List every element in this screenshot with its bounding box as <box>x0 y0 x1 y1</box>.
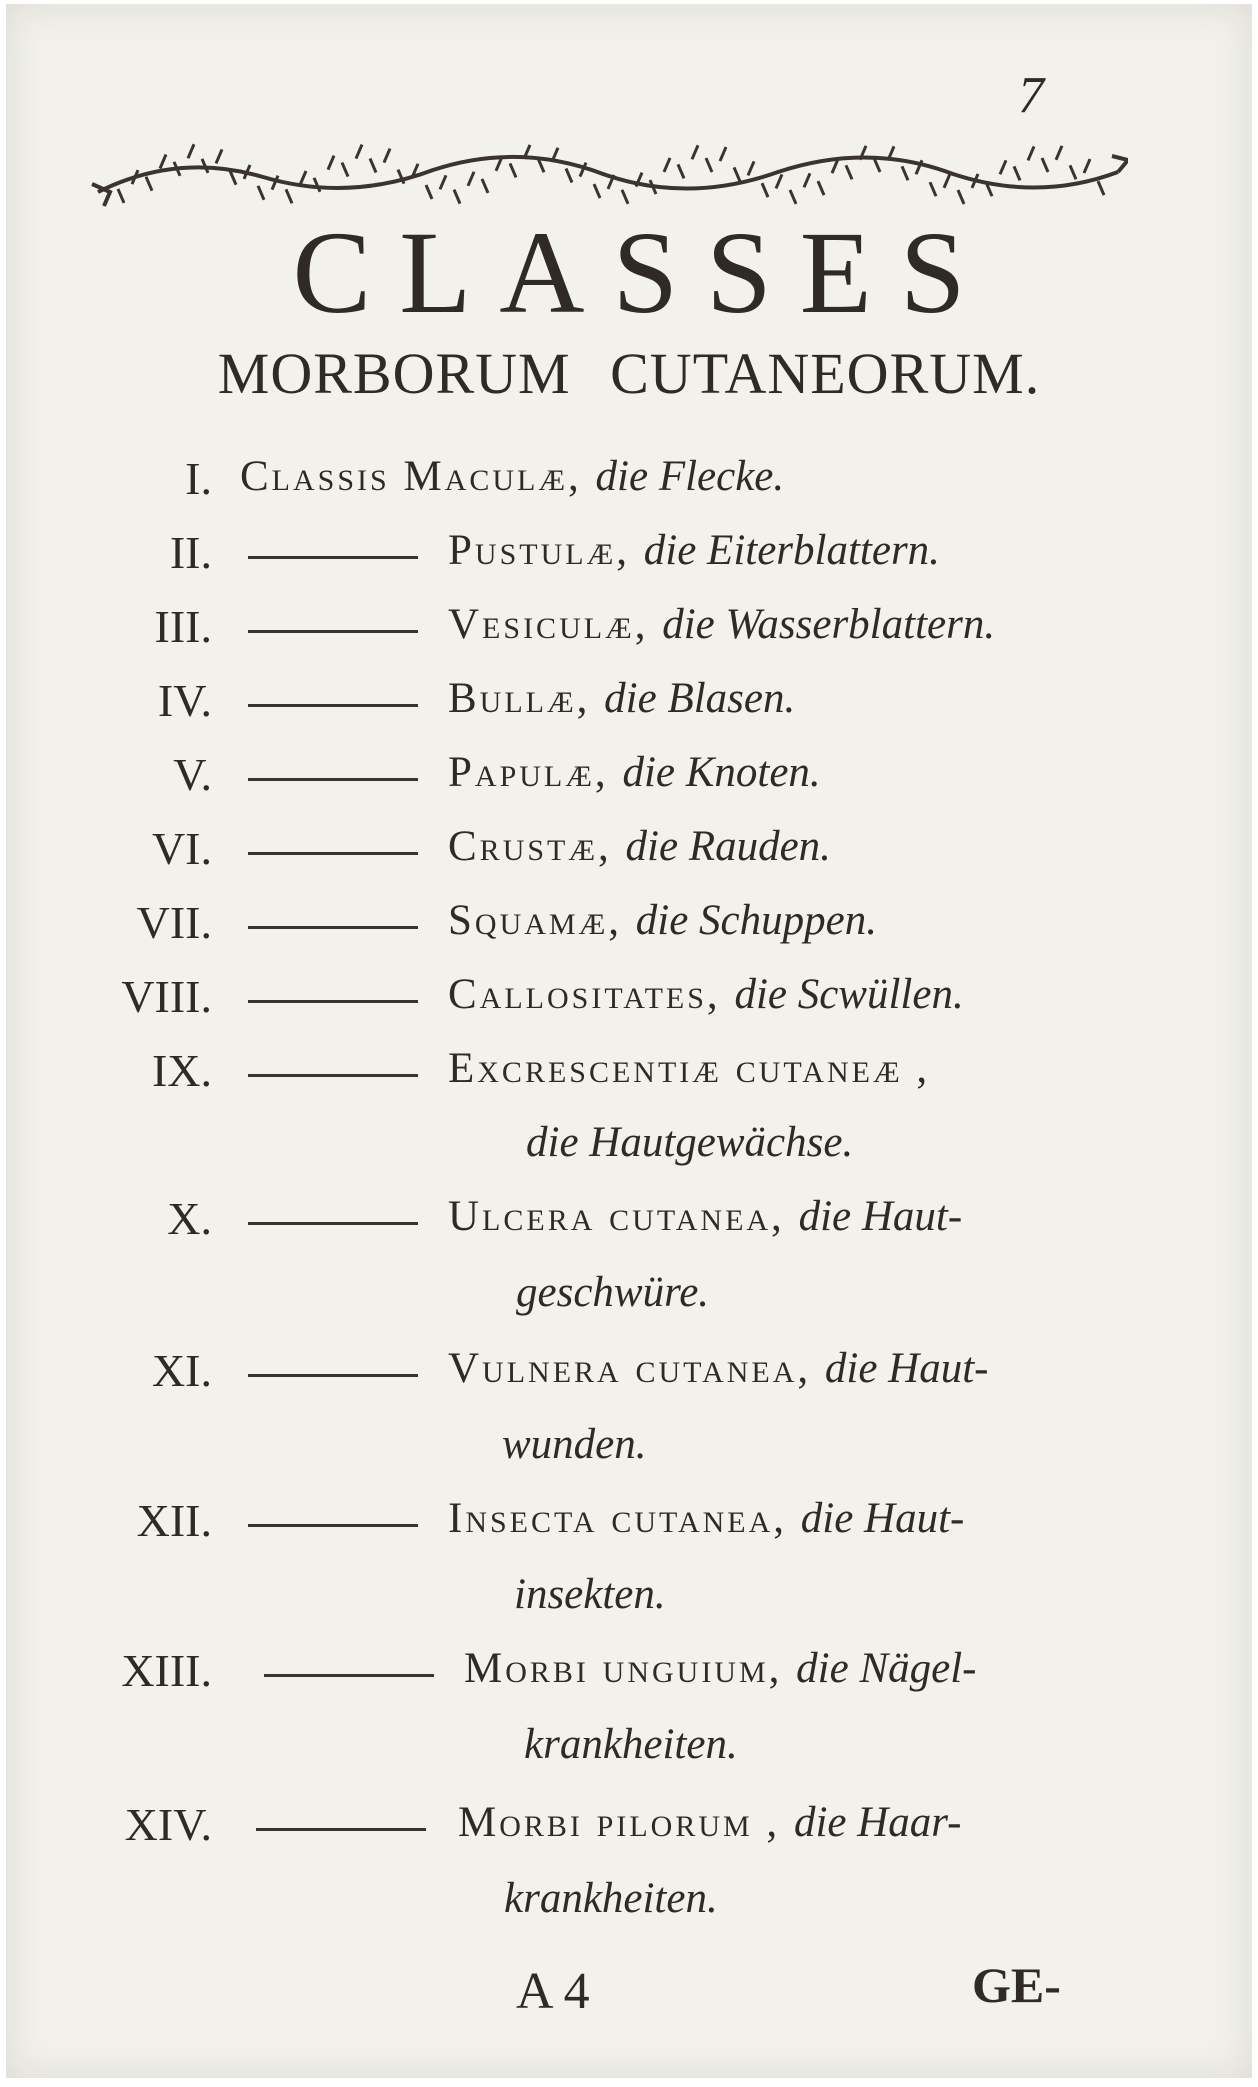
ditto-dash <box>248 1074 418 1077</box>
ditto-dash <box>248 1374 418 1377</box>
class-numeral: I. <box>185 453 212 504</box>
ditto-dash <box>248 926 418 929</box>
class-german-name: die Eiterblattern. <box>643 527 940 574</box>
class-german-name: die Flecke. <box>595 453 785 500</box>
class-german-name: die Schuppen. <box>635 897 877 944</box>
class-numeral: XI. <box>151 1345 212 1396</box>
catchword: GE- <box>972 1957 1061 2013</box>
class-german-name: die Haut- <box>800 1495 965 1542</box>
class-german-name: die Blasen. <box>604 675 796 722</box>
class-latin-name: Morbi pilorum , die Haar- <box>458 1799 962 1846</box>
class-latin-name: Squamæ, die Schuppen. <box>448 897 877 944</box>
class-german-name: die Rauden. <box>625 823 831 870</box>
ditto-dash <box>248 630 418 633</box>
book-page <box>6 4 1252 2078</box>
class-latin-name: Crustæ, die Rauden. <box>448 823 831 870</box>
class-latin-name: Pustulæ, die Eiterblattern. <box>448 527 940 574</box>
class-numeral: XIV. <box>124 1799 212 1850</box>
class-numeral: IV. <box>157 675 212 726</box>
class-german-name: die Haut- <box>824 1345 989 1392</box>
page-title: CLASSES <box>292 207 994 338</box>
class-latin-name: Excrescentiæ cutaneæ , <box>448 1045 931 1092</box>
class-numeral: VII. <box>136 897 212 948</box>
ditto-dash <box>248 1524 418 1527</box>
class-german-name: die Haut- <box>798 1193 963 1240</box>
class-german-name: die Hautgewächse. <box>526 1119 854 1166</box>
class-german-name: die Scwüllen. <box>734 971 964 1018</box>
class-numeral: IX. <box>151 1045 212 1096</box>
class-latin-name: Ulcera cutanea, die Haut- <box>448 1193 963 1240</box>
class-german-continuation: geschwüre. <box>516 1269 710 1316</box>
ditto-dash <box>248 704 418 707</box>
class-latin-name: Bullæ, die Blasen. <box>448 675 796 722</box>
class-numeral: VIII. <box>121 971 212 1022</box>
class-latin-name: Papulæ, die Knoten. <box>448 749 821 796</box>
ditto-dash <box>264 1674 434 1677</box>
class-german-continuation: krankheiten. <box>524 1721 738 1768</box>
class-numeral: XII. <box>136 1495 212 1546</box>
class-numeral: X. <box>167 1193 212 1244</box>
class-numeral: XIII. <box>121 1645 212 1696</box>
ditto-dash <box>248 556 418 559</box>
class-german-continuation: insekten. <box>514 1571 666 1618</box>
ditto-dash <box>248 778 418 781</box>
ditto-dash <box>248 1000 418 1003</box>
class-numeral: III. <box>154 601 212 652</box>
class-numeral: V. <box>173 749 212 800</box>
class-german-continuation: wunden. <box>502 1421 647 1468</box>
class-german-name: die Knoten. <box>622 749 821 796</box>
class-latin-name: Morbi unguium, die Nägel- <box>464 1645 977 1692</box>
class-latin-name: Callositates, die Scwüllen. <box>448 971 964 1018</box>
class-german-continuation: krankheiten. <box>504 1875 718 1922</box>
class-numeral: II. <box>169 527 212 578</box>
class-latin-name: Vesiculæ, die Wasserblattern. <box>448 601 996 648</box>
class-latin-name: Vulnera cutanea, die Haut- <box>448 1345 989 1392</box>
class-german-name: die Haar- <box>793 1799 962 1846</box>
page-subtitle: MORBORUM CUTANEORUM. <box>217 341 1041 406</box>
signature-mark: A 4 <box>516 1963 590 2020</box>
ditto-dash <box>248 852 418 855</box>
ditto-dash <box>256 1828 426 1831</box>
class-german-name: die Wasserblattern. <box>662 601 996 648</box>
class-numeral: VI. <box>151 823 212 874</box>
ditto-dash <box>248 1222 418 1225</box>
class-german-name: die Nägel- <box>796 1645 977 1692</box>
class-latin-name: Classis Maculæ, die Flecke. <box>240 453 785 500</box>
class-latin-name: Insecta cutanea, die Haut- <box>448 1495 965 1542</box>
page-number: 7 <box>1018 67 1044 124</box>
